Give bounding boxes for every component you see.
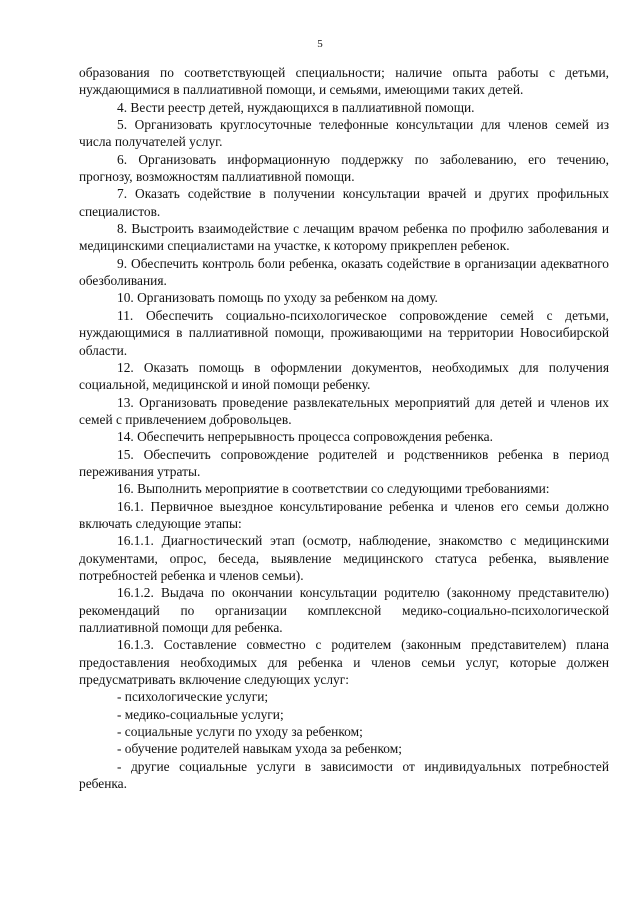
document-body [79, 64, 609, 792]
paragraph-item-11: 11. Обеспечить социально-психологическое сопровождение семей с детьми, нуждающимися в паллиативной помощи, проживающими на территории Новосибирской области. [79, 307, 609, 358]
paragraph-item-16-1-3: 16.1.3. Составление совместно с родителем (законным представителем) плана предоставления необходимых для ребенка и членов семьи услуг, которые должен предусматривать включение следующих услуг: [79, 637, 609, 688]
list-item: - социальные услуги по уходу за ребенком; [117, 724, 363, 740]
paragraph-continuation: образования по соответствующей специальности; наличие опыта работы с детьми, нуждающимися в паллиативной помощи, и семьями, имеющими таких детей. [79, 65, 609, 98]
paragraph-item-14: 14. Обеспечить непрерывность процесса сопровождения ребенка. [117, 429, 493, 445]
list-item: - психологические услуги; [117, 689, 269, 705]
paragraph-item-10: 10. Организовать помощь по уходу за ребенком на дому. [117, 290, 438, 306]
paragraph-item-8: 8. Выстроить взаимодействие с лечащим врачом ребенка по профилю заболевания и медицинскими специалистами на участке, к которому прикреплен ребенок. [79, 221, 609, 254]
paragraph-item-13: 13. Организовать проведение развлекательных мероприятий для детей и членов их семей с привлечением добровольцев. [79, 394, 609, 427]
paragraph-item-16-1-1: 16.1.1. Диагностический этап (осмотр, наблюдение, знакомство с медицинскими документами, опрос, беседа, выявление медицинского статуса ребенка, выявление потребностей ребенка и членов семьи). [79, 533, 609, 583]
list-item: - медико-социальные услуги; [117, 706, 284, 722]
paragraph-item-4: 4. Вести реестр детей, нуждающихся в паллиативной помощи. [117, 99, 475, 115]
page-number: 5 [317, 38, 323, 50]
paragraph-item-7: 7. Оказать содействие в получении консультации врачей и других профильных специалистов. [79, 186, 609, 219]
paragraph-item-16-1: 16.1. Первичное выездное консультирование ребенка и членов его семьи должно включать следующие этапы: [79, 498, 609, 531]
paragraph-item-15: 15. Обеспечить сопровождение родителей и родственников ребенка в период переживания утраты. [79, 446, 609, 479]
list-item: - другие социальные услуги в зависимости от индивидуальных потребностей ребенка. [79, 758, 609, 792]
paragraph-item-6: 6. Организовать информационную поддержку по заболеванию, его течению, прогнозу, возможностям паллиативной помощи. [79, 151, 609, 185]
list-item: - обучение родителей навыкам ухода за ребенком; [117, 741, 402, 757]
paragraph-item-12: 12. Оказать помощь в оформлении документов, необходимых для получения социальной, медицинской и иной помощи ребенку. [79, 359, 609, 393]
paragraph-item-16: 16. Выполнить мероприятие в соответствии со следующими требованиями: [117, 481, 550, 497]
paragraph-item-5: 5. Организовать круглосуточные телефонные консультации для членов семей из числа получателей услуг. [79, 117, 609, 150]
paragraph-item-16-1-2: 16.1.2. Выдача по окончании консультации родителю (законному представителю) рекомендаций по организации комплексной медико-социально-психологической паллиативной помощи для ребенка. [79, 585, 609, 635]
paragraph-item-9: 9. Обеспечить контроль боли ребенка, оказать содействие в организации адекватного обезболивания. [79, 255, 609, 289]
